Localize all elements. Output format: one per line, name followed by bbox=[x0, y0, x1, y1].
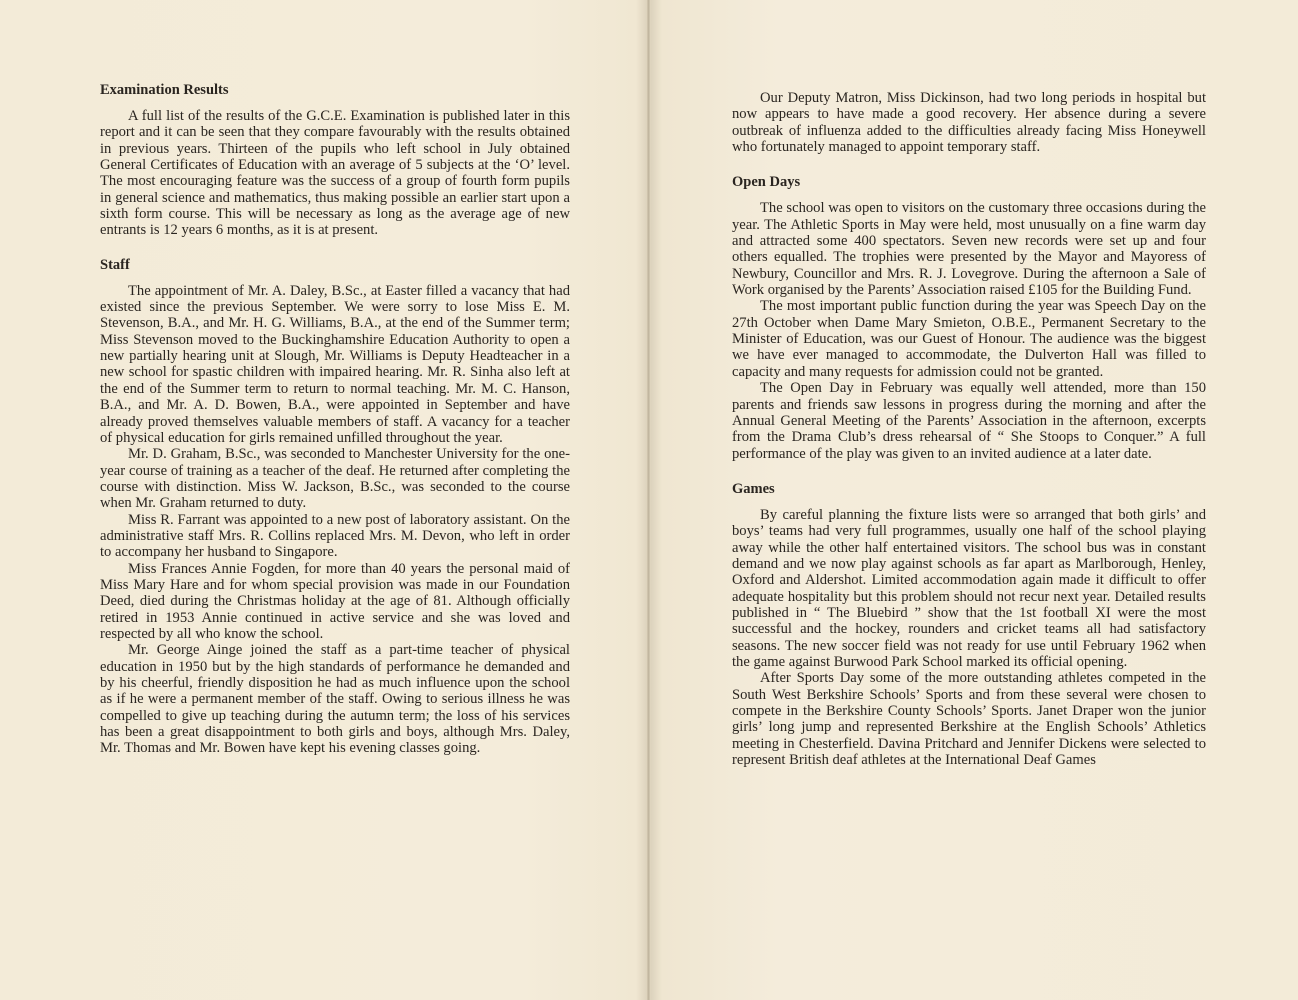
heading-games: Games bbox=[732, 480, 775, 497]
paragraph: Our Deputy Matron, Miss Dickinson, had two long periods in hospital but now appears to have made a good recovery. Her absence during a severe outbreak of influenza added to the difficulties already facing Miss Honeywell who fortunately managed to appoint temporary staff. bbox=[732, 90, 1206, 156]
paragraph: The appointment of Mr. A. Daley, B.Sc., at Easter filled a vacancy that had existed since the previous September. We were sorry to lose Miss E. M. Stevenson, B.A., and Mr. H. G. Williams, B.A., at the end of the Summer term; Miss Stevenson moved to the Buckinghamshire Education Authority to open a new partially hearing unit at Slough, Mr. Williams is Deputy Headteacher in a new school for spastic children with impaired hearing. Mr. R. Sinha also left at the end of the Summer term to return to normal teaching. Mr. M. C. Hanson, B.A., and Mr. A. D. Bowen, B.A., were appointed in September and have already proved themselves valuable members of staff. A vacancy for a teacher of physical education for girls remained unfilled throughout the year. bbox=[100, 282, 570, 446]
left-page bbox=[0, 0, 648, 1000]
paragraph: Miss R. Farrant was appointed to a new post of laboratory assistant. On the administrative staff Mrs. R. Collins replaced Mrs. M. Devon, who left in order to accompany her husband to Singapore. bbox=[100, 511, 570, 561]
paragraph: The most important public function during the year was Speech Day on the 27th October when Dame Mary Smieton, O.B.E., Permanent Secretary to the Minister of Education, was our Guest of Honour. The audience was the biggest we have ever managed to accommodate, the Dulverton Hall was filled to capacity and many requests for admission could not be granted. bbox=[732, 298, 1206, 380]
paragraph: Mr. D. Graham, B.Sc., was seconded to Manchester University for the one-year course of training as a teacher of the deaf. He returned after completing the course with distinction. Miss W. Jackson, B.Sc., was seconded to the course when Mr. Graham returned to duty. bbox=[100, 446, 570, 512]
paragraph: Miss Frances Annie Fogden, for more than 40 years the personal maid of Miss Mary Hare and for whom special provision was made in our Foundation Deed, died during the Christmas holiday at the age of 81. Although officially retired in 1953 Annie continued in active service and she was loved and respected by all who know the school. bbox=[100, 560, 570, 642]
paragraph: After Sports Day some of the more outstanding athletes competed in the South West Berkshire Schools’ Sports and from these several were chosen to compete in the Berkshire County Schools’ Sports. Janet Draper won the junior girls’ long jump and represented Berkshire at the English Schools’ Athletics meeting in Chesterfield. Davina Pritchard and Jennifer Dickens were selected to represent British deaf athletes at the International Deaf Games bbox=[732, 670, 1206, 769]
paragraph: The Open Day in February was equally well attended, more than 150 parents and friends saw lessons in progress during the morning and after the Annual General Meeting of the Parents’ Association in the afternoon, excerpts from the Drama Club’s dress rehearsal of “ She Stoops to Conquer.” A full performance of the play was given to an invited audience at a later date. bbox=[732, 380, 1206, 462]
paragraph: Mr. George Ainge joined the staff as a part-time teacher of physical education in 1950 but by the high standards of performance he demanded and by his cheerful, friendly disposition he had as much influence upon the school as if he were a permanent member of the staff. Owing to serious illness he was compelled to give up teaching during the autumn term; the loss of his services has been a great disappointment to both girls and boys, although Mrs. Daley, Mr. Thomas and Mr. Bowen have kept his evening classes going. bbox=[100, 642, 570, 757]
heading-open-days: Open Days bbox=[732, 174, 801, 191]
paragraph: A full list of the results of the G.C.E. Examination is published later in this report and it can be seen that they compare favourably with the results obtained in previous years. Thirteen of the pupils who left school in July obtained General Certificates of Education with an average of 5 subjects at the ‘O’ level. The most encouraging feature was the success of a group of fourth form pupils in general science and mathematics, thus making possible an earlier start upon a sixth form course. This will be necessary as long as the average age of new entrants is 12 years 6 months, as it is at present. bbox=[100, 108, 570, 239]
paragraph: By careful planning the fixture lists were so arranged that both girls’ and boys’ teams had very full programmes, usually one half of the school playing away while the other half entertained visitors. The school bus was in constant demand and we now play against schools as far apart as Marlborough, Henley, Oxford and Aldershot. Limited accommodation again made it difficult to offer adequate hospitality but this problem should not recur next year. Detailed results published in “ The Bluebird ” show that the 1st football XI were the most successful and the hockey, rounders and cricket teams all had satisfactory seasons. The new soccer field was not ready for use until February 1962 when the game against Burwood Park School marked its official opening. bbox=[732, 506, 1206, 670]
left-column bbox=[100, 82, 570, 757]
heading-examination-results: Examination Results bbox=[100, 82, 229, 98]
right-column bbox=[732, 90, 1206, 768]
heading-staff: Staff bbox=[100, 256, 130, 273]
right-page bbox=[650, 0, 1298, 1000]
paragraph: The school was open to visitors on the customary three occasions during the year. The Athletic Sports in May were held, most unusually on a fine warm day and attracted some 400 spectators. Seven new records were set up and four others equalled. The trophies were presented by the Mayor and Mayoress of Newbury, Councillor and Mrs. R. J. Lovegrove. During the afternoon a Sale of Work organised by the Parents’ Association raised £105 for the Building Fund. bbox=[732, 200, 1206, 299]
